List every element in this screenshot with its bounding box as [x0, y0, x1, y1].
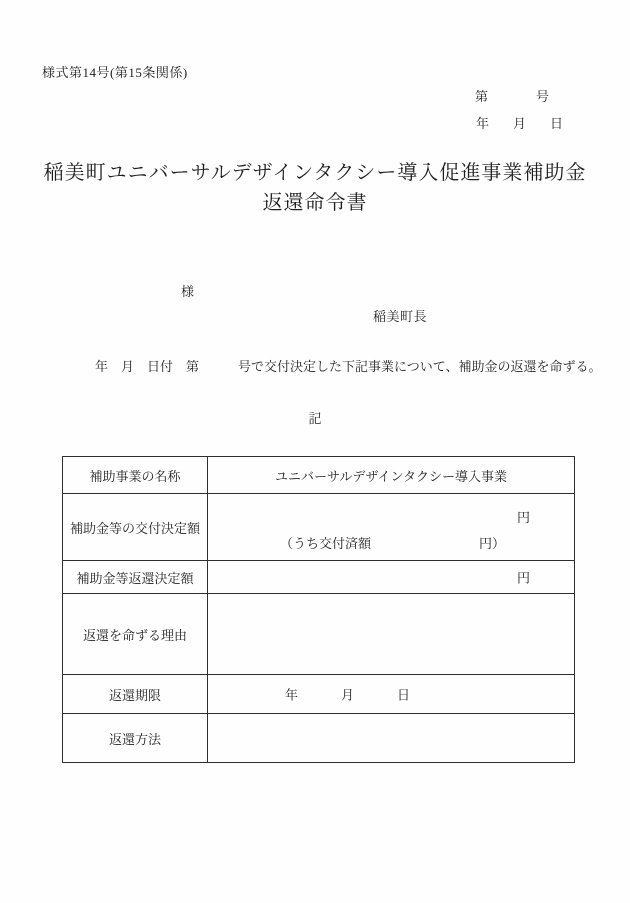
body-text: 年 月 日付 第 号で交付決定した下記事業について、補助金の返還を命ずる。 — [95, 359, 602, 374]
return-deadline-value — [208, 675, 575, 714]
doc-number-prefix: 第 — [475, 89, 489, 104]
return-deadline-label: 返還期限 — [63, 675, 208, 714]
issue-date-day-label: 日 — [549, 116, 563, 131]
table-row-grant-decision-amount — [63, 494, 575, 561]
recipient-honorific: 様 — [181, 284, 195, 299]
issuer-title: 稲美町長 — [373, 309, 428, 324]
subsidy-return-table — [62, 456, 575, 763]
page-title — [0, 158, 630, 218]
return-method-value — [208, 714, 575, 763]
table-row-return-deadline — [63, 675, 575, 714]
return-reason-label: 返還を命ずる理由 — [63, 594, 208, 675]
issue-date-field — [476, 113, 563, 132]
table-row-return-decision-amount — [63, 561, 575, 594]
page-title-line1: 稲美町ユニバーサルデザインタクシー導入促進事業補助金 — [43, 162, 587, 184]
paid-amount-unit-label: 円） — [479, 536, 506, 551]
project-name-value: ユニバーサルデザインタクシー導入事業 — [208, 457, 575, 494]
return-deadline-date-field — [285, 685, 410, 704]
table-row-return-method — [63, 714, 575, 763]
return-amount-unit-label: 円 — [517, 570, 531, 586]
paid-amount-prefix-label: （うち交付済額 — [280, 536, 372, 551]
return-decision-amount-label: 補助金等返還決定額 — [63, 561, 208, 594]
deadline-year-label: 年 — [285, 687, 299, 703]
issue-date-month-label: 月 — [512, 116, 526, 131]
grant-amount-unit-label: 円 — [517, 510, 531, 525]
return-method-label: 返還方法 — [63, 714, 208, 763]
grant-decision-amount-label: 補助金等の交付決定額 — [63, 494, 208, 561]
table-row-project-name — [63, 457, 575, 494]
deadline-month-label: 月 — [340, 687, 354, 703]
deadline-day-label: 日 — [396, 687, 410, 703]
return-reason-value — [208, 594, 575, 675]
return-decision-amount-value — [208, 561, 575, 594]
doc-number-suffix: 号 — [535, 89, 549, 104]
section-marker: 記 — [308, 411, 322, 426]
project-name-label: 補助事業の名称 — [63, 457, 208, 494]
table-row-return-reason — [63, 594, 575, 675]
issue-date-year-label: 年 — [476, 116, 490, 131]
form-number: 様式第14号(第15条関係) — [42, 65, 188, 80]
page-title-line2: 返還命令書 — [262, 192, 368, 214]
grant-decision-amount-value — [208, 494, 575, 561]
doc-number-field — [475, 86, 549, 105]
